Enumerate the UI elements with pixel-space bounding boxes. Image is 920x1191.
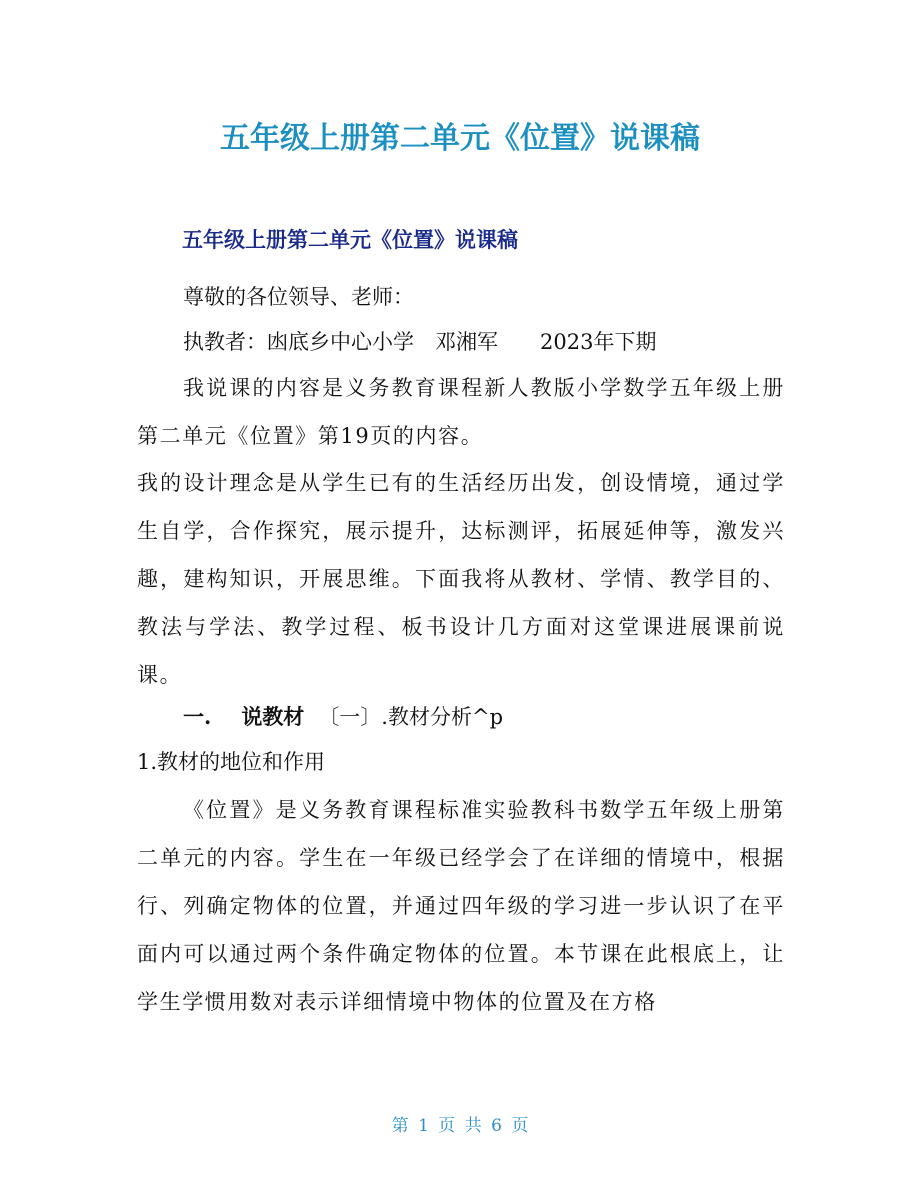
material-paragraph: 《位置》是义务教育课程标准实验教科书数学五年级上册第二单元的内容。学生在一年级已经学会了在详细的情境中，根据行、列确定物体的位置，并通过四年级的学习进一步认识了在平面内可以通过两个条件确定物体的位置。本节课在此根底上，让学生学惯用数对表示详细情境中物体的位置及在方格 <box>137 798 785 1014</box>
section-title: 说教材 <box>241 704 305 729</box>
page-footer: 第 1 页 共 6 页 <box>391 1116 529 1136</box>
section-subtitle: 〔一〕.教材分析^p <box>318 705 504 729</box>
intro-paragraph: 我说课的内容是义务教育课程新人教版小学数学五年级上册第二单元《位置》第19页的内容。 <box>137 376 785 448</box>
document-title: 五年级上册第二单元《位置》说课稿 <box>220 121 700 156</box>
design-paragraph: 我的设计理念是从学生已有的生活经历出发，创设情境，通过学生自学，合作探究，展示提升，达标测评，拓展延伸等，激发兴趣，建构知识，开展思维。下面我将从教材、学情、教学目的、教法与学法、教学过程、板书设计几方面对这堂课进展课前说课。 <box>137 471 785 687</box>
greeting-line: 尊敬的各位领导、老师： <box>183 285 414 309</box>
author-line: 执教者：凼底乡中心小学 邓湘军 2023年下期 <box>183 330 657 354</box>
section-number: 一. <box>183 704 212 729</box>
document-subtitle: 五年级上册第二单元《位置》说课稿 <box>182 228 518 252</box>
section-heading <box>183 702 503 732</box>
subsection-heading: 1.教材的地位和作用 <box>137 750 326 774</box>
